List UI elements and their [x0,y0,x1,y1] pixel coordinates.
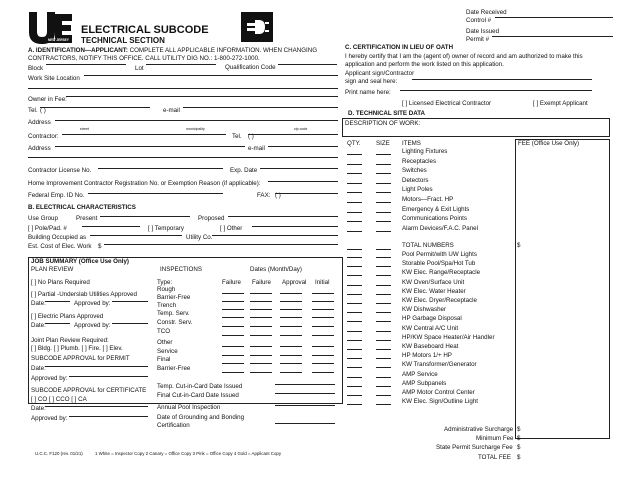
inspection-date-field[interactable] [312,346,334,347]
permit-date-field[interactable] [45,366,148,367]
fax-label: FAX: [257,192,271,199]
hic-label: Home Improvement Contractor Registration No. or Exemption Reason (if applicable): [28,180,261,187]
size-field[interactable] [376,294,391,295]
section-c-heading: C. CERTIFICATION IN LIEU OF OATH [345,44,454,51]
fed-emp-label: Federal Emp. ID No. [28,192,85,199]
inspection-date-field[interactable] [222,309,244,310]
cert-approved-label: Approved by: [31,415,68,422]
owner-address-label: Address [28,119,51,126]
building-occupied-label: Building Occupied as [28,234,87,241]
inspection-date-field[interactable] [312,372,334,373]
item-label: KW Elec. Water Heater [402,287,466,295]
proposed-label: Proposed [198,215,225,222]
size-field[interactable] [376,266,391,267]
inspection-date-field[interactable] [222,346,244,347]
contractor-address-label: Address [28,145,51,152]
partial-date-field[interactable] [45,301,70,302]
contractor-tel-label: Tel. [232,133,242,140]
owner-label: Owner in Fee: [28,96,67,103]
inspection-type-label: Rough [157,286,176,293]
item-label: Receptacles [402,157,437,165]
inspection-date-field[interactable] [280,346,302,347]
total-fee-label: TOTAL FEE [478,454,511,461]
exp-date-label: Exp. Date [230,167,258,174]
elec-approved-field[interactable] [112,323,148,324]
item-label: Emergency & Exit Lights [402,205,470,213]
pole-pad-checkbox[interactable]: [ ] Pole/Pad. # [28,225,67,232]
qualification-code-label: Qualification Code [225,64,276,71]
temp-cut-label: Temp. Cut-in-Card Date Issued [157,383,243,390]
contractor-extra-line[interactable] [28,157,338,158]
item-label: KW Central A/C Unit [402,324,459,332]
utility-co-field[interactable] [212,235,338,236]
inspection-date-field[interactable] [250,317,272,318]
inspection-date-field[interactable] [250,309,272,310]
inspection-type-label: Constr. Serv. [157,319,193,326]
lot-label: Lot [135,65,144,72]
contractor-email-field[interactable] [268,146,338,147]
cert-date-label: Date: [31,405,46,412]
hic-field[interactable] [268,181,338,182]
size-field[interactable] [376,202,391,203]
inspection-date-field[interactable] [312,293,334,294]
work-site-field-2[interactable] [28,88,338,89]
section-d-heading: D. TECHNICAL SITE DATA [348,110,425,117]
failure-col-1: Failure [222,279,241,286]
section-c-text-2: application and perform the work listed on this application. [345,61,504,68]
no-plans-checkbox[interactable]: [ ] No Plans Required [31,279,90,286]
temporary-checkbox[interactable]: [ ] Temporary [148,225,184,232]
qty-header: QTY. [347,140,361,147]
grounding-label-1: Date of Grounding and Bonding [157,414,245,421]
date-received-label: Date Received [466,9,507,16]
size-field[interactable] [376,221,391,222]
qty-field[interactable] [347,340,362,341]
size-field[interactable] [376,340,391,341]
inspection-date-field[interactable] [280,372,302,373]
grounding-field[interactable] [275,423,335,424]
permit-no-line[interactable] [492,36,613,37]
inspection-date-field[interactable] [250,335,272,336]
qty-field[interactable] [347,358,362,359]
contractor-email-label: e-mail [248,145,265,152]
inspection-date-field[interactable] [222,293,244,294]
qty-field[interactable] [347,192,362,193]
control-no-label: Control # [466,17,492,24]
partial-approved-field[interactable] [112,301,148,302]
date-issued-label: Date Issued [466,28,500,35]
size-field[interactable] [376,192,391,193]
size-field[interactable] [376,404,391,405]
proposed-field[interactable] [228,216,338,217]
qty-field[interactable] [347,377,362,378]
item-label: KW Oven/Surface Unit [402,278,465,286]
inspection-date-field[interactable] [280,317,302,318]
item-label: KW Elec. Dryer/Receptacle [402,297,477,304]
sign-label-2: sign and seal here: [345,78,398,85]
building-occupied-field[interactable] [90,235,182,236]
permit-date-label: Date: [31,365,46,372]
elec-date-label: Date: [31,322,46,329]
owner-tel-field[interactable] [40,107,150,108]
partial-checkbox[interactable]: [ ] Partial -Underslab Utilities Approved [31,291,137,298]
elec-date-field[interactable] [45,323,70,324]
street-caption: street [80,127,89,131]
inspection-type-label: Other [157,339,173,346]
item-label: Light Poles [402,186,433,194]
state-surcharge-label: State Permit Surcharge Fee [436,444,513,451]
size-field[interactable] [376,231,391,232]
inspection-date-field[interactable] [280,335,302,336]
qty-field[interactable] [347,404,362,405]
failure-col-2: Failure [252,279,271,286]
qty-field[interactable] [347,275,362,276]
owner-field[interactable] [66,96,338,97]
inspection-date-field[interactable] [280,326,302,327]
contractor-tel-paren: ( ) [248,133,254,140]
other-checkbox[interactable]: [ ] Other [220,225,243,232]
contractor-address-field[interactable] [55,146,245,147]
qty-field[interactable] [347,266,362,267]
final-cut-field[interactable] [275,393,335,394]
total-size-line[interactable] [376,249,391,250]
qty-field[interactable] [347,349,362,350]
permit-approved-field[interactable] [69,376,148,377]
total-numbers-label: TOTAL NUMBERS [402,242,454,249]
fax-field[interactable] [275,193,338,194]
grounding-label-2: Certification [157,422,190,429]
section-a-heading: A. IDENTIFICATION—APPLICANT: COMPLETE ALL APPLICABLE INFORMATION. WHEN CHANGING [28,47,318,54]
minimum-dollar: $ [517,435,521,442]
item-label: KW Dishwasher [402,306,447,314]
inspection-date-field[interactable] [222,326,244,327]
size-field[interactable] [376,377,391,378]
inspection-date-field[interactable] [222,301,244,302]
section-c-text-1: I hereby certify that I am the (agent of) owner of record and am authorized to make this [345,53,583,60]
inspection-type-label: TCO [157,328,171,335]
partial-date-label: Date: [31,300,46,307]
license-no-field[interactable] [98,168,223,169]
joint-review-options[interactable]: [ ] Bldg. [ ] Plumb. [ ] Fire. [ ] Elev. [31,345,123,352]
qty-field[interactable] [347,395,362,396]
block-label: Block [28,65,44,72]
total-qty-line[interactable] [347,249,362,250]
inspection-date-field[interactable] [222,317,244,318]
dates-label: Dates (Month/Day) [250,266,302,273]
qty-field[interactable] [347,321,362,322]
license-no-label: Contractor License No. [28,167,92,174]
total-numbers-dollar: $ [517,242,521,249]
present-field[interactable] [100,216,190,217]
qty-field[interactable] [347,294,362,295]
size-field[interactable] [376,154,391,155]
minimum-fee-label: Minimum Fee [476,435,514,442]
initial-col: Initial [315,279,330,286]
permit-no-label: Permit # [466,36,490,43]
est-cost-field[interactable] [104,244,338,245]
qty-field[interactable] [347,303,362,304]
copy-distribution: 1 White = Inspector Copy 2 Canary = Office Copy 3 Pink = Office Copy 4 Gold = Applicant Copy [95,451,282,456]
plan-review-label: PLAN REVIEW [31,266,74,273]
total-dollar: $ [517,454,521,461]
subcode-permit-label: SUBCODE APPROVAL for PERMIT [31,355,130,362]
inspection-date-field[interactable] [250,363,272,364]
size-field[interactable] [376,183,391,184]
fed-emp-field[interactable] [88,193,223,194]
joint-review-label: Joint Plan Review Required: [31,337,109,344]
type-label: Type: [157,279,173,286]
item-label: KW Elec. Sign/Outline Light [402,398,479,406]
item-label: AMP Motor Control Center [402,389,475,396]
inspection-type-label: Service [157,348,178,355]
inspection-date-field[interactable] [280,301,302,302]
signature-field[interactable] [412,79,592,80]
qty-field[interactable] [347,257,362,258]
lot-field[interactable] [146,64,216,65]
items-header: ITEMS [402,140,421,147]
inspection-date-field[interactable] [312,317,334,318]
inspection-date-field[interactable] [250,346,272,347]
qty-field[interactable] [347,231,362,232]
cert-approved-field[interactable] [69,416,148,417]
use-group-label: Use Group [28,215,58,222]
inspection-date-field[interactable] [222,363,244,364]
item-label: Switches [402,167,427,175]
inspection-date-field[interactable] [222,335,244,336]
item-label: Lighting Fixtures [402,148,448,155]
inspection-date-field[interactable] [250,326,272,327]
qty-field[interactable] [347,331,362,332]
elec-approved-label: Approved by: [74,322,111,329]
section-a-line2: CONTRACTORS, NOTIFY THIS OFFICE. CALL UTILITY DIG NO.: 1-800-272-1000. [28,55,260,62]
temp-cut-field[interactable] [275,384,335,385]
qty-field[interactable] [347,386,362,387]
qty-field[interactable] [347,164,362,165]
inspection-date-field[interactable] [250,372,272,373]
contractor-field[interactable] [62,134,226,135]
owner-email-field[interactable] [183,107,338,108]
item-label: HP/KW Space Heater/Air Handler [402,333,495,341]
section-b-heading: B. ELECTRICAL CHARACTERISTICS [28,204,136,211]
annual-pool-label: Annual Pool Inspection [157,404,221,411]
inspection-type-label: Final [157,356,171,363]
owner-email-label: e-mail [163,107,180,114]
size-field[interactable] [376,312,391,313]
qty-field[interactable] [347,183,362,184]
inspection-date-field[interactable] [250,301,272,302]
form-number: U.C.C. F120 (rev. 01/21) [35,451,83,456]
inspection-type-label: Barrier-Free [157,294,191,301]
size-field[interactable] [376,303,391,304]
state-dollar: $ [517,444,521,451]
item-label: AMP Subpanels [402,379,447,387]
inspection-date-field[interactable] [280,293,302,294]
qty-field[interactable] [347,285,362,286]
qty-field[interactable] [347,367,362,368]
work-site-field[interactable] [84,75,338,76]
print-name-label: Print name here: [345,89,391,96]
inspection-date-field[interactable] [312,326,334,327]
municipality-caption: municipality [186,127,205,131]
utility-co-label: Utility Co. [186,234,213,241]
inspection-date-field[interactable] [312,309,334,310]
control-no-line[interactable] [495,17,613,18]
item-label: AMP Service [402,370,438,378]
item-label: HP Garbage Disposal [402,315,462,323]
cert-date-field[interactable] [45,406,148,407]
nj-ucc-logo [28,11,73,49]
cert-options[interactable]: [ ] CO [ ] CCO [ ] CA [31,396,87,403]
inspections-label: INSPECTIONS [160,266,202,273]
qty-field[interactable] [347,312,362,313]
fee-header: FEE (Office Use Only) [518,140,580,147]
inspection-type-label: Temp. Serv. [157,310,190,317]
final-cut-label: Final Cut-in-Card Date Issued [157,392,239,399]
owner-address-field[interactable] [55,120,338,121]
inspection-date-field[interactable] [280,355,302,356]
exempt-applicant-checkbox[interactable]: [ ] Exempt Applicant [533,100,588,107]
licensed-contractor-checkbox[interactable]: [ ] Licensed Electrical Contractor [402,100,492,107]
size-field[interactable] [376,349,391,350]
annual-pool-field[interactable] [275,405,335,406]
fax-paren: ( ) [275,192,281,199]
partial-approved-label: Approved by: [74,300,111,307]
admin-dollar: $ [517,426,521,433]
pole-pad-field[interactable] [82,226,140,227]
inspection-date-field[interactable] [250,293,272,294]
inspection-date-field[interactable] [250,355,272,356]
size-field[interactable] [376,358,391,359]
form-title: ELECTRICAL SUBCODE [81,24,209,36]
size-header: SIZE [376,140,390,147]
size-field[interactable] [376,285,391,286]
form-subtitle: TECHNICAL SECTION [81,36,165,45]
item-label: KW Elec. Range/Receptacle [402,269,481,277]
present-label: Present [76,215,98,222]
size-field[interactable] [376,275,391,276]
contractor-label: Contractor: [28,133,59,140]
qty-field[interactable] [347,154,362,155]
item-label: Alarm Devices/F.A.C. Panel [402,224,478,232]
item-label: Storable Pool/Spa/Hot Tub [402,260,476,268]
contractor-tel-field[interactable] [248,134,338,135]
size-field[interactable] [376,164,391,165]
other-field[interactable] [252,226,338,227]
owner-tel-paren: ( ) [40,107,46,114]
inspection-date-field[interactable] [312,363,334,364]
fee-column-box [515,139,610,439]
size-field[interactable] [376,212,391,213]
est-cost-label: Est. Cost of Elec. Work [28,243,92,250]
owner-tel-label: Tel. [28,107,38,114]
inspection-date-field[interactable] [280,309,302,310]
size-field[interactable] [376,367,391,368]
zip-caption: zip code [294,127,308,131]
size-field[interactable] [376,386,391,387]
item-label: KW Baseboard Heat [402,343,459,350]
qty-field[interactable] [347,173,362,174]
item-label: HP Motors 1/+ HP [402,352,452,360]
size-field[interactable] [376,173,391,174]
sign-label-1: Applicant sign/Contractor [345,70,415,77]
block-field[interactable] [46,64,126,65]
admin-surcharge-label: Administrative Surcharge [444,426,514,433]
item-label: KW Transformer/Generator [402,361,477,369]
approval-col: Approval [282,279,307,286]
inspection-date-field[interactable] [312,301,334,302]
inspection-type-label: Trench [157,302,177,309]
item-label: Motors—Fract. HP [402,196,454,203]
work-site-label: Work Site Location [28,75,80,82]
inspection-date-field[interactable] [312,355,334,356]
size-field[interactable] [376,395,391,396]
elec-plans-checkbox[interactable]: [ ] Electric Plans Approved [31,313,104,320]
inspection-date-field[interactable] [312,335,334,336]
inspection-date-field[interactable] [280,363,302,364]
size-field[interactable] [376,331,391,332]
inspection-type-label: Barrier-Free [157,365,191,372]
item-label: Communications Points [402,215,467,223]
subcode-cert-label: SUBCODE APPROVAL for CERTIFICATE [31,387,147,394]
size-field[interactable] [376,321,391,322]
est-cost-dollar: $ [98,243,102,250]
inspection-date-field[interactable] [222,355,244,356]
qty-field[interactable] [347,212,362,213]
job-summary-title: JOB SUMMARY (Office Use Only) [31,258,129,265]
description-label: DESCRIPTION OF WORK: [345,120,421,127]
qualification-code-field[interactable] [278,64,337,65]
logo-text: NEW JERSEY [48,37,69,42]
exp-date-field[interactable] [260,168,338,169]
item-label: Detectors [402,176,429,184]
qty-field[interactable] [347,202,362,203]
inspection-date-field[interactable] [222,372,244,373]
size-field[interactable] [376,257,391,258]
qty-field[interactable] [347,221,362,222]
electrical-plug-icon [241,12,273,42]
permit-approved-label: Approved by: [31,375,68,382]
print-name-field[interactable] [400,90,592,91]
item-label: Pool Permit/with UW Lights [402,251,477,258]
